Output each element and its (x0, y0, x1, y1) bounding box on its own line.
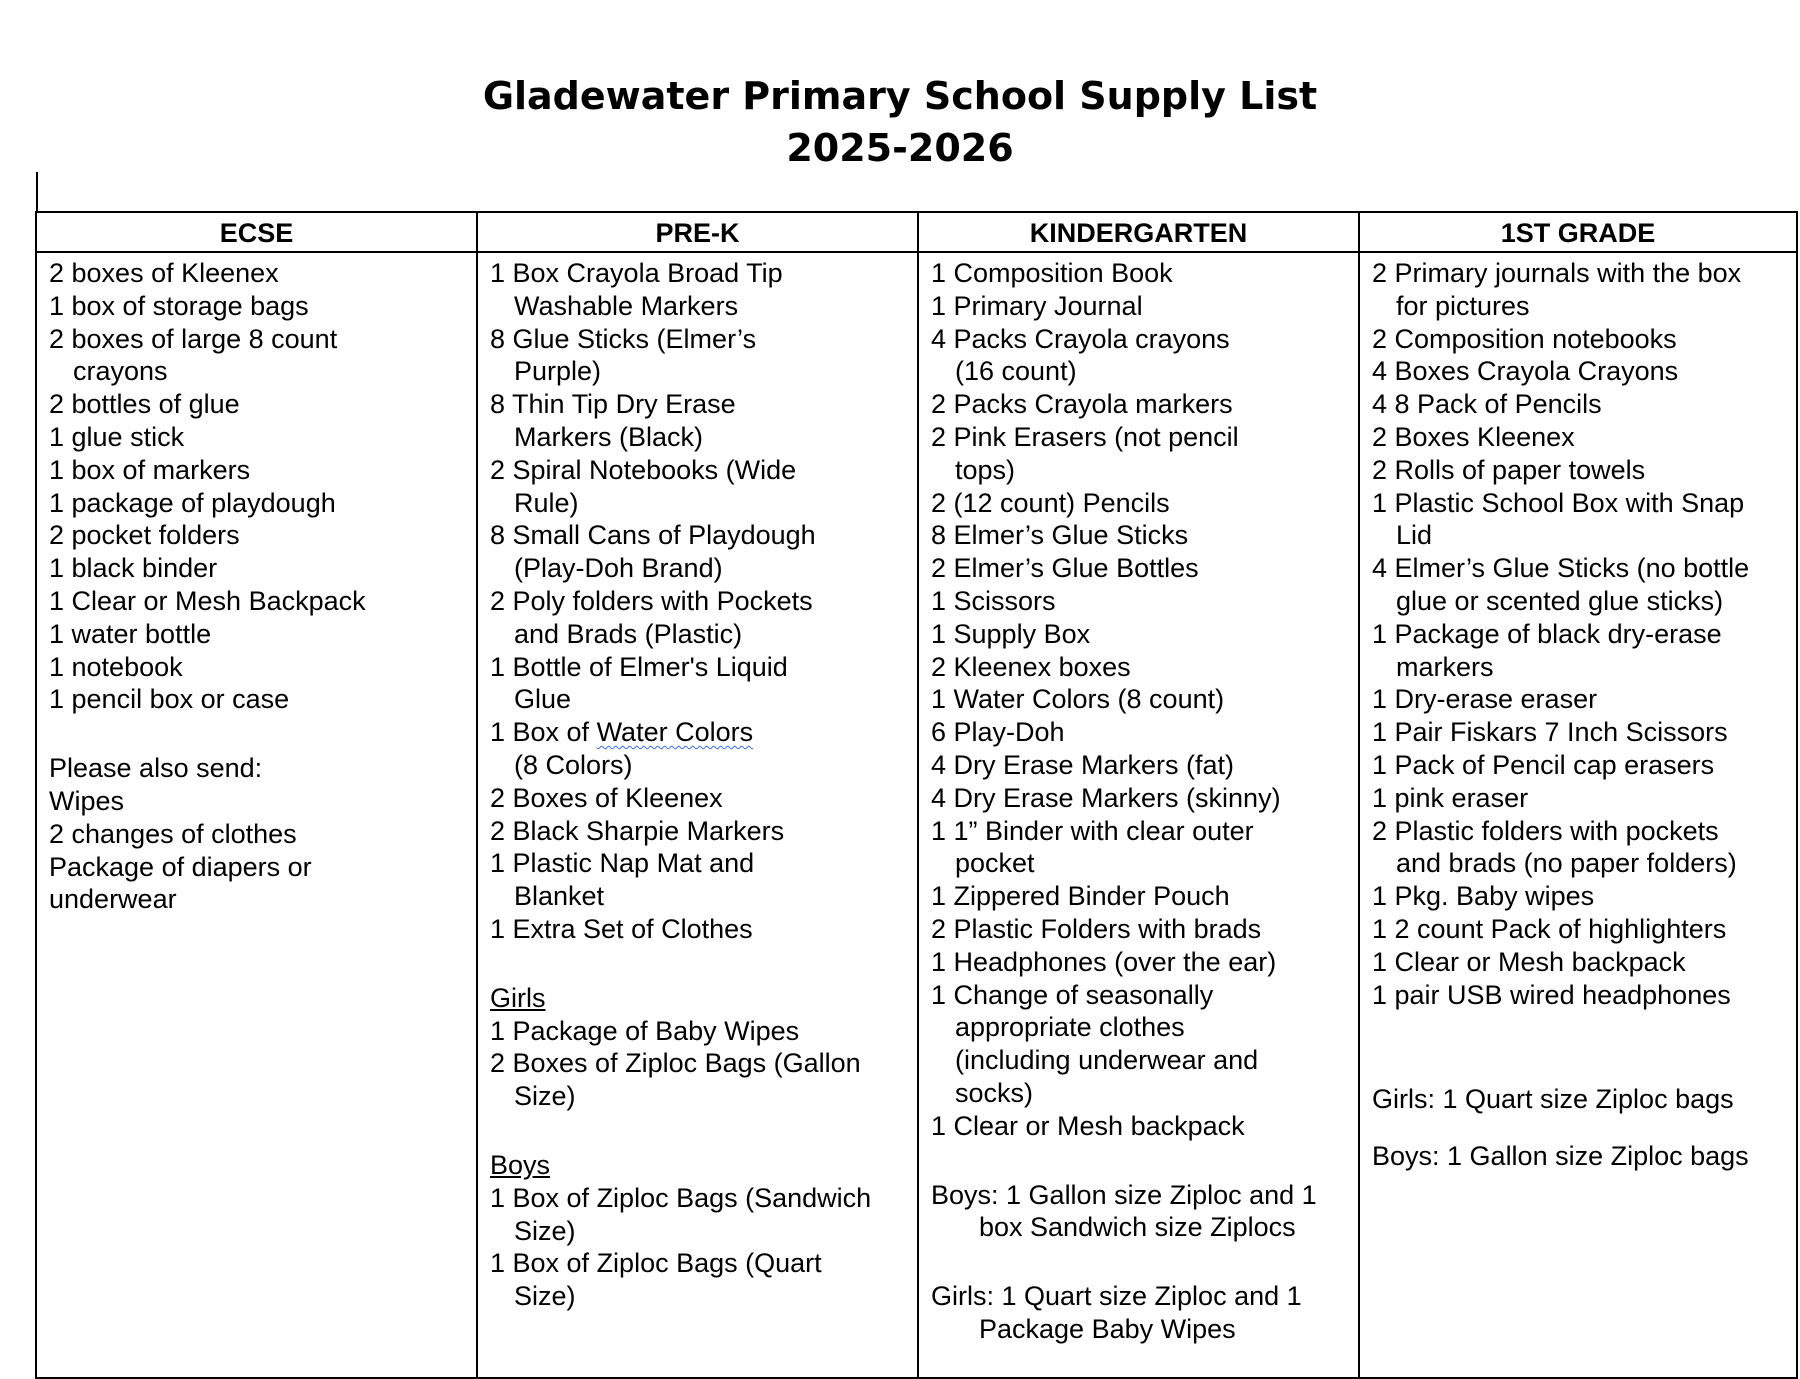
list-item: 2 changes of clothes (49, 818, 297, 849)
column-header-prek: PRE-K (478, 213, 917, 253)
list-item: 8 Thin Tip Dry Erase Markers (Black) (490, 389, 736, 452)
list-item: 4 Packs Crayola crayons (16 count) (931, 323, 1230, 387)
title-year: 2025-2026 (786, 126, 1014, 170)
list-item: 1 Clear or Mesh backpack (1372, 946, 1686, 977)
list-item: 2 boxes of large 8 count crayons (49, 323, 338, 387)
list-item: 1 Change of seasonally appropriate clothes (including underwear and socks) (931, 979, 1259, 1108)
list-item: 1 Clear or Mesh Backpack (49, 585, 366, 616)
column-header-kindergarten: KINDERGARTEN (919, 213, 1358, 253)
column-body-1st-grade (1360, 253, 1796, 1173)
list-item: Wipes (49, 785, 125, 816)
list-item: 2 Composition notebooks (1372, 323, 1677, 354)
list-item: 1 Plastic Nap Mat and Blanket (490, 848, 755, 912)
list-item: 2 Elmer’s Glue Bottles (931, 553, 1199, 584)
list-item: 2 Pink Erasers (not pencil tops) (931, 421, 1239, 485)
list-item: 2 Black Sharpie Markers (490, 815, 785, 846)
list-item: 1 Supply Box (931, 618, 1091, 649)
list-item: 1 Package of black dry-erase markers (1372, 618, 1722, 682)
list-item: 1 box of markers (49, 454, 251, 485)
list-item: 2 (12 count) Pencils (931, 487, 1170, 518)
title-line: Gladewater Primary School Supply List (482, 74, 1318, 118)
list-item: 1 notebook (49, 651, 183, 682)
boys-note: Boys: 1 Gallon size Ziploc and 1 box Sandwich size Ziplocs (931, 1179, 1317, 1243)
list-item: 1 Pair Fiskars 7 Inch Scissors (1372, 717, 1728, 748)
list-item: 1 Box Crayola Broad Tip Washable Markers (490, 258, 783, 321)
list-item: 1 Plastic School Box with Snap Lid (1372, 487, 1745, 551)
list-item: 1 Package of Baby Wipes (490, 1015, 800, 1046)
column-header-ecse: ECSE (37, 213, 476, 253)
list-item: 2 Boxes of Ziploc Bags (Gallon Size) (490, 1048, 861, 1112)
column-header-1st-grade: 1ST GRADE (1360, 213, 1796, 253)
column-kindergarten (919, 213, 1360, 1377)
list-item: 8 Glue Sticks (Elmer’s Purple) (490, 323, 757, 387)
spellcheck-flagged-text: Water Colors (596, 717, 754, 748)
list-item: 1 Headphones (over the ear) (931, 946, 1277, 977)
column-1st-grade (1360, 213, 1796, 1377)
item-text: 1 Box of (490, 717, 597, 748)
list-item: 8 Small Cans of Playdough (Play-Doh Brand) (490, 520, 816, 584)
list-item: 1 glue stick (49, 421, 185, 452)
list-item: 1 Bottle of Elmer's Liquid Glue (490, 651, 788, 715)
list-item: 1 Box of Ziploc Bags (Sandwich Size) (490, 1182, 872, 1246)
list-item: 1 water bottle (49, 618, 212, 649)
girls-note: Girls: 1 Quart size Ziploc bags (1372, 1084, 1734, 1115)
list-item: 4 Boxes Crayola Crayons (1372, 356, 1679, 387)
column-body-ecse (37, 253, 476, 916)
column-body-prek (478, 253, 917, 1313)
list-item: 1 Scissors (931, 585, 1056, 616)
list-item: 4 8 Pack of Pencils (1372, 389, 1602, 420)
list-item: 2 Rolls of paper towels (1372, 454, 1646, 485)
list-item: 1 Composition Book (931, 258, 1173, 288)
list-item: 1 pencil box or case (49, 684, 290, 715)
list-item: 1 Water Colors (8 count) (931, 684, 1225, 715)
list-item: 2 Plastic folders with pockets and brads (no paper folders) (1372, 815, 1737, 879)
also-send-heading: Please also send: (49, 753, 263, 784)
list-item: 2 Spiral Notebooks (Wide Rule) (490, 454, 797, 518)
supply-table (35, 211, 1798, 1379)
list-item: 6 Play-Doh (931, 717, 1065, 748)
list-item: 1 package of playdough (49, 487, 336, 518)
list-item: 1 Pkg. Baby wipes (1372, 881, 1595, 912)
page-title (0, 70, 1800, 174)
list-item: 2 pocket folders (49, 520, 240, 551)
list-item: 2 Boxes Kleenex (1372, 421, 1575, 452)
list-item: 1 Pack of Pencil cap erasers (1372, 749, 1715, 780)
column-prek (478, 213, 919, 1377)
list-item: 2 bottles of glue (49, 389, 240, 420)
list-item: 1 pink eraser (1372, 782, 1529, 813)
column-body-kindergarten (919, 253, 1358, 1346)
girls-heading: Girls (490, 982, 546, 1013)
list-item: 2 Plastic Folders with brads (931, 913, 1262, 944)
girls-note: Girls: 1 Quart size Ziploc and 1 Package Baby Wipes (931, 1281, 1302, 1344)
list-item: 8 Elmer’s Glue Sticks (931, 520, 1189, 551)
list-item: Package of diapers or underwear (49, 851, 312, 915)
list-item: 1 black binder (49, 553, 218, 584)
list-item: 1 Clear or Mesh backpack (931, 1110, 1245, 1141)
list-item: 2 Kleenex boxes (931, 651, 1131, 682)
item-text: (8 Colors) (514, 749, 633, 780)
list-item: 4 Dry Erase Markers (fat) (931, 749, 1235, 780)
list-item: 1 pair USB wired headphones (1372, 979, 1731, 1010)
list-item: 1 Primary Journal (931, 290, 1143, 321)
list-item: 4 Dry Erase Markers (skinny) (931, 782, 1281, 813)
boys-note: Boys: 1 Gallon size Ziploc bags (1372, 1141, 1749, 1172)
column-ecse (37, 213, 478, 1377)
text-cursor (36, 172, 38, 212)
list-item: 4 Elmer’s Glue Sticks (no bottle glue or scented glue sticks) (1372, 553, 1750, 616)
list-item: 1 Dry-erase eraser (1372, 684, 1598, 715)
list-item: 2 Boxes of Kleenex (490, 782, 723, 813)
list-item: 1 Zippered Binder Pouch (931, 881, 1230, 912)
list-item: 2 Packs Crayola markers (931, 389, 1233, 420)
boys-heading: Boys (490, 1149, 551, 1180)
list-item: 2 Poly folders with Pockets and Brads (Plastic) (490, 585, 813, 649)
list-item: 1 box of storage bags (49, 290, 309, 321)
list-item: 1 2 count Pack of highlighters (1372, 913, 1727, 944)
list-item: 1 Box of Ziploc Bags (Quart Size) (490, 1248, 822, 1312)
list-item: 1 1” Binder with clear outer pocket (931, 815, 1254, 879)
list-item (490, 716, 907, 782)
list-item: 2 Primary journals with the box for pictures (1372, 258, 1742, 321)
list-item: 1 Extra Set of Clothes (490, 913, 753, 944)
list-item: 2 boxes of Kleenex (49, 258, 279, 288)
